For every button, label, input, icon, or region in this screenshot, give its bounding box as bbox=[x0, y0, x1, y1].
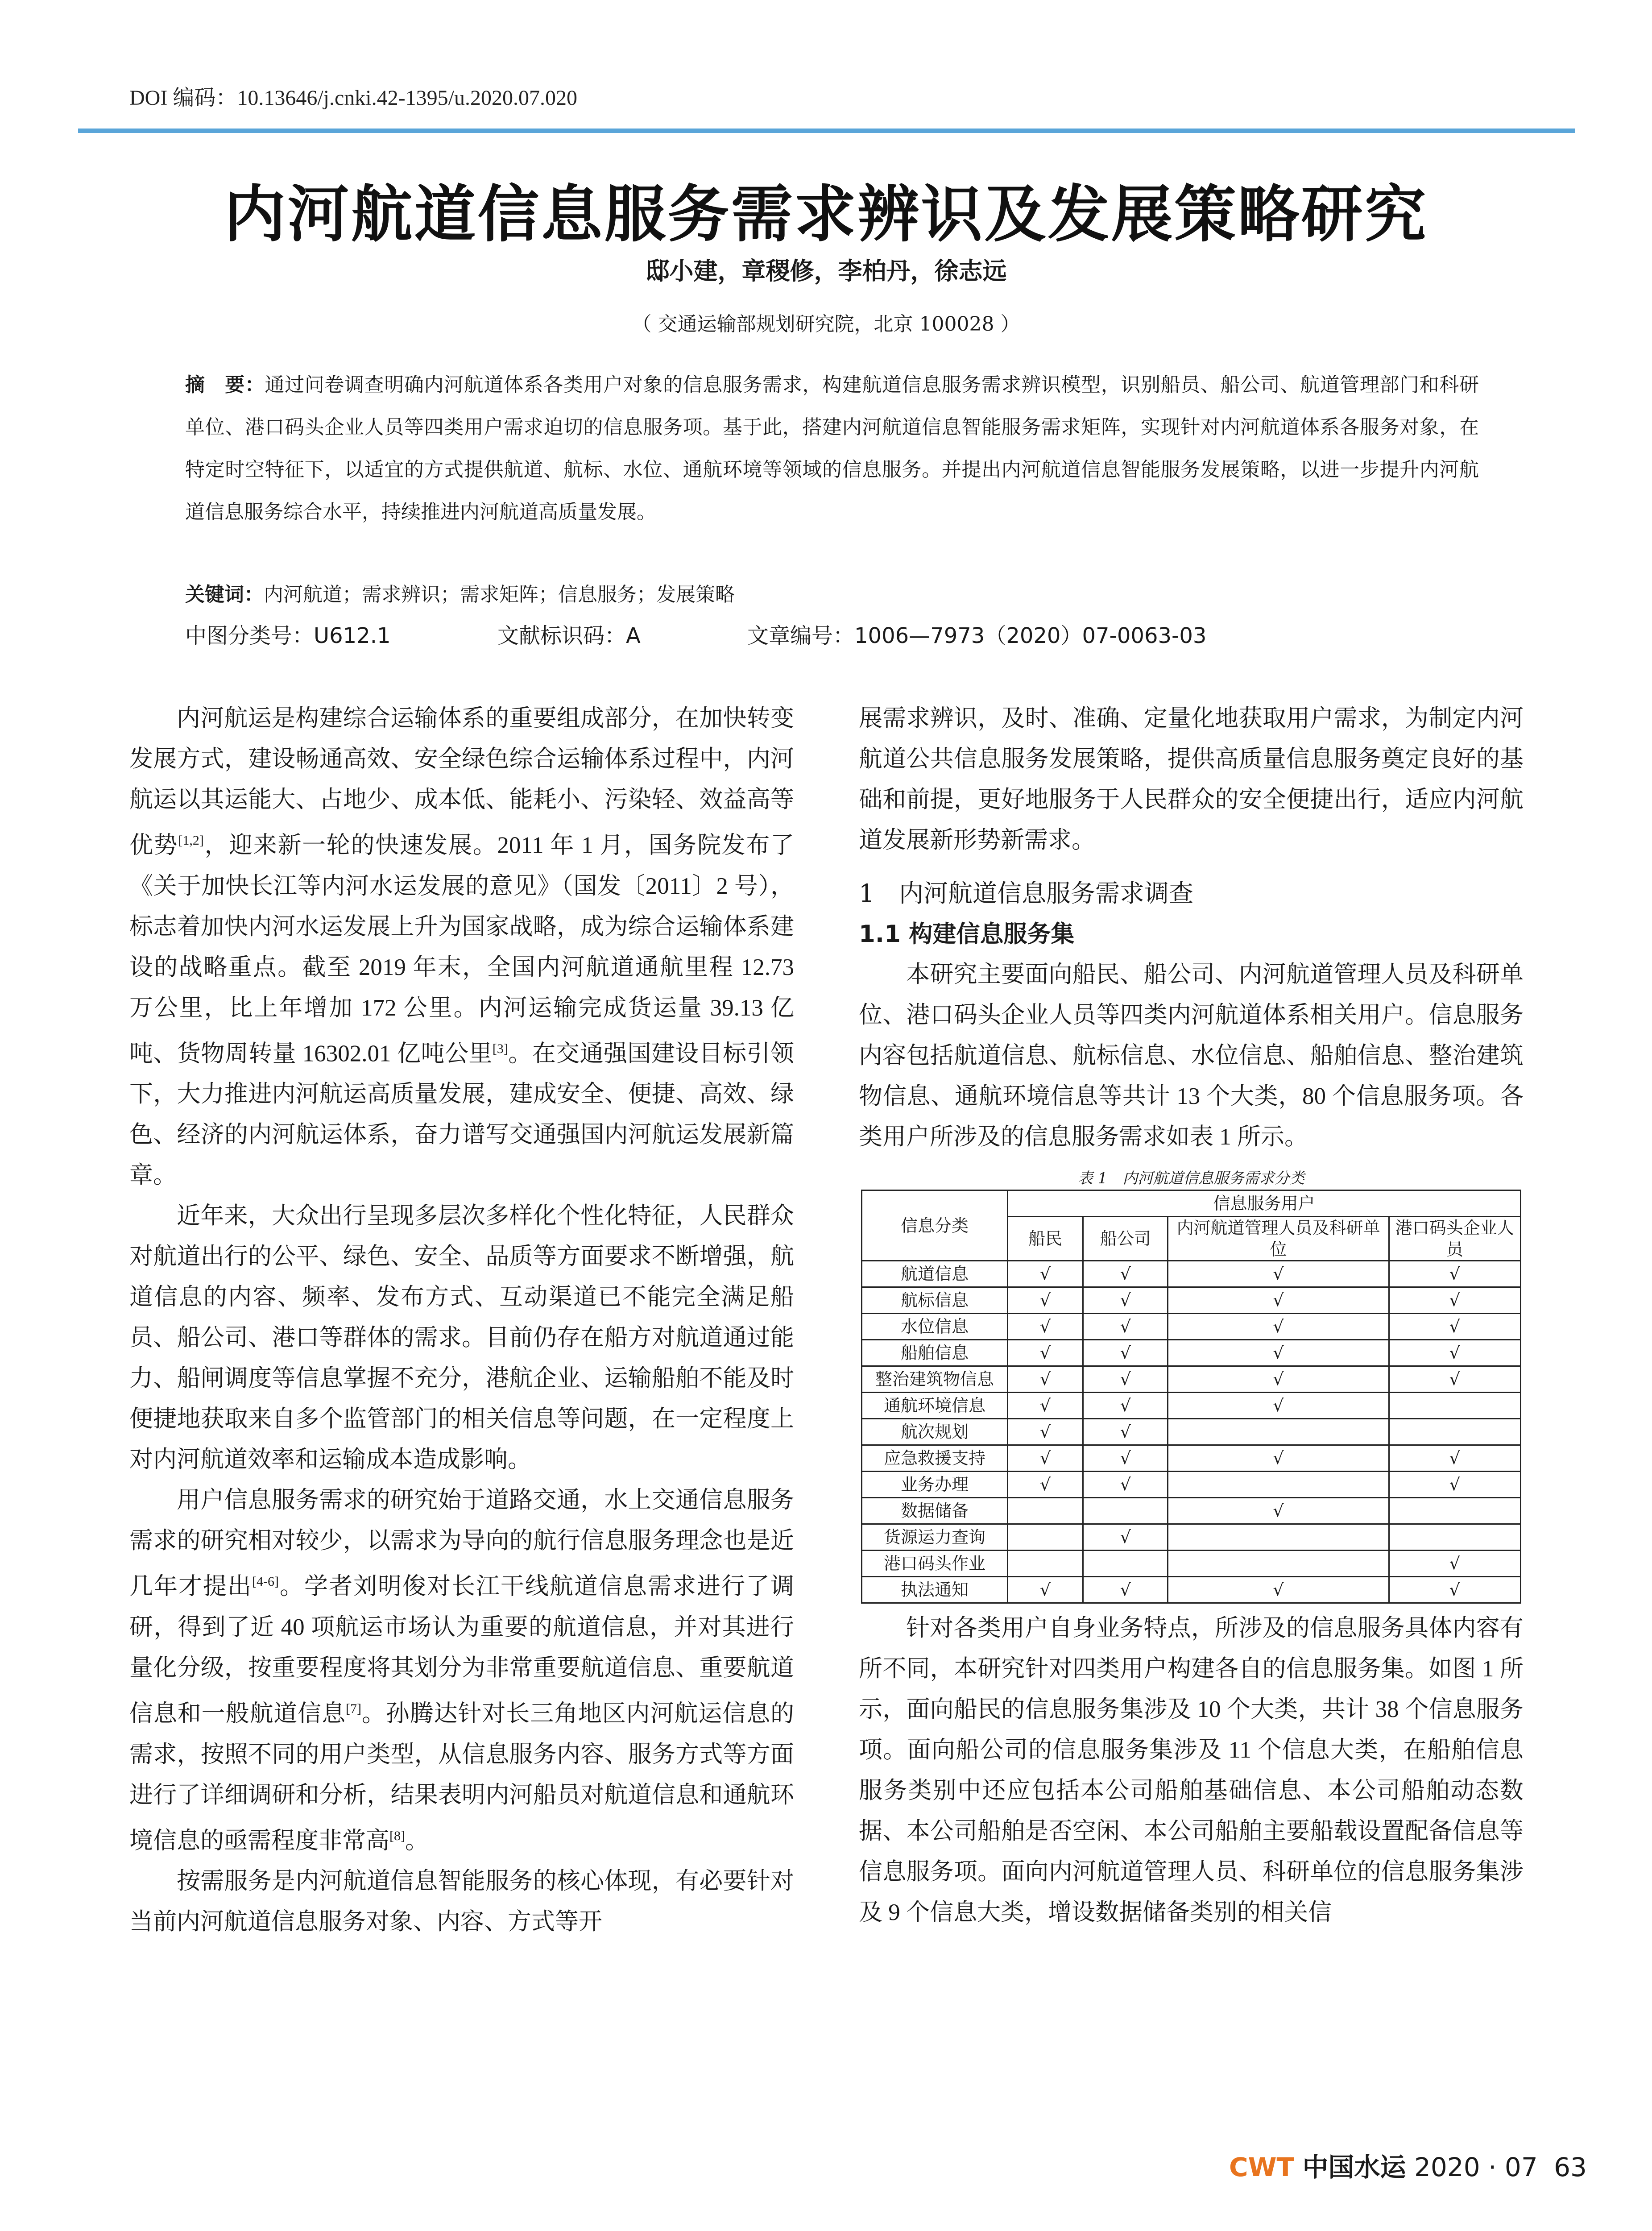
row-category: 航标信息 bbox=[862, 1287, 1008, 1314]
check-cell: √ bbox=[1007, 1314, 1083, 1340]
citation: [4-6] bbox=[252, 1574, 279, 1589]
keywords-label: 关键词： bbox=[185, 583, 264, 606]
check-cell: √ bbox=[1389, 1314, 1520, 1340]
check-cell bbox=[1168, 1551, 1389, 1577]
check-cell: √ bbox=[1168, 1577, 1389, 1603]
check-cell: √ bbox=[1168, 1498, 1389, 1524]
check-cell bbox=[1007, 1551, 1083, 1577]
check-cell bbox=[1007, 1498, 1083, 1524]
check-cell: √ bbox=[1083, 1340, 1168, 1366]
clc-number: 中图分类号：U612.1 bbox=[185, 623, 391, 648]
header-rule bbox=[78, 129, 1575, 133]
table-body bbox=[862, 1261, 1521, 1603]
check-cell: √ bbox=[1007, 1393, 1083, 1419]
check-cell: √ bbox=[1083, 1577, 1168, 1603]
row-category: 业务办理 bbox=[862, 1472, 1008, 1498]
check-cell bbox=[1389, 1393, 1520, 1419]
info-service-table bbox=[861, 1190, 1521, 1604]
citation: [7] bbox=[346, 1701, 361, 1716]
check-cell: √ bbox=[1007, 1261, 1083, 1287]
column-header: 内河航道管理人员及科研单位 bbox=[1168, 1217, 1389, 1261]
body-paragraph: 用户信息服务需求的研究始于道路交通，水上交通信息服务需求的研究相对较少，以需求为导向的航行信息服务理念也是近几年才提出[4-6]。学者刘明俊对长江干线航道信息需求进行了调研，得到了近 40 项航运市场认为重要的航道信息，并对其进行量化分级，按重要程度将其划分为非常重要航道信息、重要航道信息和一般航道信息[7]。孙腾达针对长三角地区内河航运信息的需求，按照不同的用户类型，从信息服务内容、服务方式等方面进行了详细调研和分析，结果表明内河船员对航道信息和通航环境信息的亟需程度非常高[8]。 bbox=[129, 1487, 795, 1854]
column-header: 港口码头企业人员 bbox=[1389, 1217, 1520, 1261]
check-cell: √ bbox=[1389, 1340, 1520, 1366]
table-row bbox=[862, 1314, 1521, 1340]
classification-line bbox=[185, 615, 1479, 657]
check-cell: √ bbox=[1389, 1577, 1520, 1603]
table-row bbox=[862, 1551, 1521, 1577]
row-category: 应急救援支持 bbox=[862, 1445, 1008, 1472]
check-cell: √ bbox=[1168, 1261, 1389, 1287]
right-column bbox=[859, 698, 1524, 1933]
table-row bbox=[862, 1524, 1521, 1551]
check-cell bbox=[1389, 1524, 1520, 1551]
abstract-text: 通过问卷调查明确内河航道体系各类用户对象的信息服务需求，构建航道信息服务需求辨识模型，识别船员、船公司、航道管理部门和科研单位、港口码头企业人员等四类用户需求迫切的信息服务项。基于此，搭建内河航道信息智能服务需求矩阵，实现针对内河航道体系各服务对象，在特定时空特征下，以适宜的方式提供航道、航标、水位、通航环境等领域的信息服务。并提出内河航道信息智能服务发展策略，以进一步提升内河航道信息服务综合水平，持续推进内河航道高质量发展。 bbox=[185, 373, 1479, 523]
subsection-heading: 1.1 构建信息服务集 bbox=[859, 921, 1075, 948]
journal-logo: CWT bbox=[1229, 2152, 1295, 2182]
page-number: 63 bbox=[1554, 2152, 1587, 2182]
check-cell: √ bbox=[1007, 1366, 1083, 1393]
check-cell: √ bbox=[1007, 1472, 1083, 1498]
category-header: 信息分类 bbox=[862, 1190, 1008, 1261]
row-category: 整治建筑物信息 bbox=[862, 1366, 1008, 1393]
check-cell bbox=[1168, 1419, 1389, 1445]
check-cell: √ bbox=[1007, 1287, 1083, 1314]
paper-title: 内河航道信息服务需求辨识及发展策略研究 bbox=[224, 178, 1428, 250]
authors: 邸小建，章稷修，李柏丹，徐志远 bbox=[645, 257, 1007, 285]
table-row bbox=[862, 1393, 1521, 1419]
keywords-text: 内河航道；需求辨识；需求矩阵；信息服务；发展策略 bbox=[264, 583, 735, 606]
citation: [8] bbox=[389, 1828, 405, 1843]
journal-name: 中国水运 bbox=[1302, 2152, 1406, 2182]
check-cell bbox=[1168, 1524, 1389, 1551]
column-header: 船公司 bbox=[1083, 1217, 1168, 1261]
row-category: 航次规划 bbox=[862, 1419, 1008, 1445]
table-row bbox=[862, 1498, 1521, 1524]
check-cell: √ bbox=[1083, 1524, 1168, 1551]
table-row bbox=[862, 1366, 1521, 1393]
check-cell bbox=[1389, 1419, 1520, 1445]
check-cell bbox=[1007, 1524, 1083, 1551]
body-paragraph: 本研究主要面向船民、船公司、内河航道管理人员及科研单位、港口码头企业人员等四类内河航道体系相关用户。信息服务内容包括航道信息、航标信息、水位信息、船舶信息、整治建筑物信息、通航环境信息等共计 13 个大类，80 个信息服务项。各类用户所涉及的信息服务需求如表 1 所示。 bbox=[859, 962, 1524, 1150]
body-paragraph: 展需求辨识，及时、准确、定量化地获取用户需求，为制定内河航道公共信息服务发展策略，提供高质量信息服务奠定良好的基础和前提，更好地服务于人民群众的安全便捷出行，适应内河航道发展新形势新需求。 bbox=[859, 705, 1524, 853]
table-row bbox=[862, 1419, 1521, 1445]
body-paragraph: 内河航运是构建综合运输体系的重要组成部分，在加快转变发展方式，建设畅通高效、安全绿色综合运输体系过程中，内河航运以其运能大、占地少、成本低、能耗小、污染轻、效益高等优势[1,2]，迎来新一轮的快速发展。2011 年 1 月，国务院发布了《关于加快长江等内河水运发展的意见》（国发〔2011〕2 号），标志着加快内河水运发展上升为国家战略，成为综合运输体系建设的战略重点。截至 2019 年末，全国内河航道通航里程 12.73 万公里，比上年增加 172 公里。内河运输完成货运量 39.13 亿吨、货物周转量 16302.01 亿吨公里[3]。在交通强国建设目标引领下，大力推进内河航运高质量发展，建成安全、便捷、高效、绿色、经济的内河航运体系，奋力谱写交通强国内河航运发展新篇章。 bbox=[129, 705, 795, 1189]
row-category: 港口码头作业 bbox=[862, 1551, 1008, 1577]
document-code: 文献标识码：A bbox=[497, 623, 641, 648]
check-cell: √ bbox=[1168, 1287, 1389, 1314]
check-cell: √ bbox=[1389, 1551, 1520, 1577]
citation: [1,2] bbox=[178, 833, 204, 848]
check-cell: √ bbox=[1389, 1472, 1520, 1498]
table-1 bbox=[859, 1167, 1524, 1604]
left-column bbox=[129, 698, 794, 1942]
table-row bbox=[862, 1261, 1521, 1287]
row-category: 货源运力查询 bbox=[862, 1524, 1008, 1551]
check-cell: √ bbox=[1389, 1261, 1520, 1287]
table-row bbox=[862, 1472, 1521, 1498]
check-cell: √ bbox=[1083, 1261, 1168, 1287]
check-cell: √ bbox=[1007, 1577, 1083, 1603]
check-cell: √ bbox=[1083, 1287, 1168, 1314]
article-number: 文章编号：1006—7973（2020）07-0063-03 bbox=[747, 623, 1207, 648]
check-cell bbox=[1168, 1472, 1389, 1498]
abstract-label: 摘 要： bbox=[185, 373, 265, 396]
keywords bbox=[185, 573, 1479, 616]
table-caption: 表 1 内河航道信息服务需求分类 bbox=[1077, 1169, 1305, 1187]
check-cell: √ bbox=[1389, 1445, 1520, 1472]
check-cell: √ bbox=[1007, 1445, 1083, 1472]
affiliation: （ 交通运输部规划研究院，北京 100028 ） bbox=[632, 313, 1020, 336]
check-cell: √ bbox=[1083, 1366, 1168, 1393]
table-row bbox=[862, 1287, 1521, 1314]
citation: [3] bbox=[492, 1041, 508, 1056]
body-paragraph: 近年来，大众出行呈现多层次多样化个性化特征，人民群众对航道出行的公平、绿色、安全、品质等方面要求不断增强，航道信息的内容、频率、发布方式、互动渠道已不能完全满足船员、船公司、港口等群体的需求。目前仍存在船方对航道通过能力、船闸调度等信息掌握不充分，港航企业、运输船舶不能及时便捷地获取来自多个监管部门的相关信息等问题，在一定程度上对内河航道效率和运输成本造成影响。 bbox=[129, 1203, 794, 1473]
issue-number: 2020 · 07 bbox=[1414, 2152, 1538, 2182]
check-cell: √ bbox=[1389, 1287, 1520, 1314]
table-row bbox=[862, 1445, 1521, 1472]
check-cell bbox=[1389, 1498, 1520, 1524]
user-group-header: 信息服务用户 bbox=[1007, 1190, 1520, 1217]
check-cell: √ bbox=[1168, 1445, 1389, 1472]
check-cell: √ bbox=[1168, 1366, 1389, 1393]
table-row bbox=[862, 1577, 1521, 1603]
abstract bbox=[185, 364, 1479, 533]
check-cell: √ bbox=[1007, 1340, 1083, 1366]
body-paragraph: 针对各类用户自身业务特点，所涉及的信息服务具体内容有所不同，本研究针对四类用户构建各自的信息服务集。如图 1 所示，面向船民的信息服务集涉及 10 个大类，共计 38 个信息服务项。面向船公司的信息服务集涉及 11 个信息大类，在船舶信息服务类别中还应包括本公司船舶基础信息、本公司船舶动态数据、本公司船舶是否空闲、本公司船舶主要船载设置配备信息等信息服务项。面向内河航道管理人员、科研单位的信息服务集涉及 9 个信息大类，增设数据储备类别的相关信 bbox=[859, 1615, 1524, 1925]
check-cell: √ bbox=[1168, 1393, 1389, 1419]
column-header: 船民 bbox=[1007, 1217, 1083, 1261]
check-cell: √ bbox=[1007, 1419, 1083, 1445]
check-cell bbox=[1083, 1498, 1168, 1524]
check-cell: √ bbox=[1083, 1314, 1168, 1340]
check-cell: √ bbox=[1389, 1366, 1520, 1393]
table-row bbox=[862, 1340, 1521, 1366]
row-category: 航道信息 bbox=[862, 1261, 1008, 1287]
row-category: 水位信息 bbox=[862, 1314, 1008, 1340]
row-category: 数据储备 bbox=[862, 1498, 1008, 1524]
row-category: 船舶信息 bbox=[862, 1340, 1008, 1366]
body-paragraph: 按需服务是内河航道信息智能服务的核心体现，有必要针对当前内河航道信息服务对象、内容、方式等开 bbox=[129, 1868, 794, 1935]
row-category: 通航环境信息 bbox=[862, 1393, 1008, 1419]
check-cell: √ bbox=[1083, 1419, 1168, 1445]
doi-line: DOI 编码：10.13646/j.cnki.42-1395/u.2020.07.020 bbox=[129, 86, 577, 110]
page-footer bbox=[1229, 2146, 1587, 2184]
check-cell: √ bbox=[1168, 1340, 1389, 1366]
check-cell: √ bbox=[1083, 1445, 1168, 1472]
check-cell bbox=[1083, 1551, 1168, 1577]
row-category: 执法通知 bbox=[862, 1577, 1008, 1603]
check-cell: √ bbox=[1083, 1393, 1168, 1419]
section-heading: 1 内河航道信息服务需求调查 bbox=[859, 879, 1193, 908]
check-cell: √ bbox=[1168, 1314, 1389, 1340]
check-cell: √ bbox=[1083, 1472, 1168, 1498]
